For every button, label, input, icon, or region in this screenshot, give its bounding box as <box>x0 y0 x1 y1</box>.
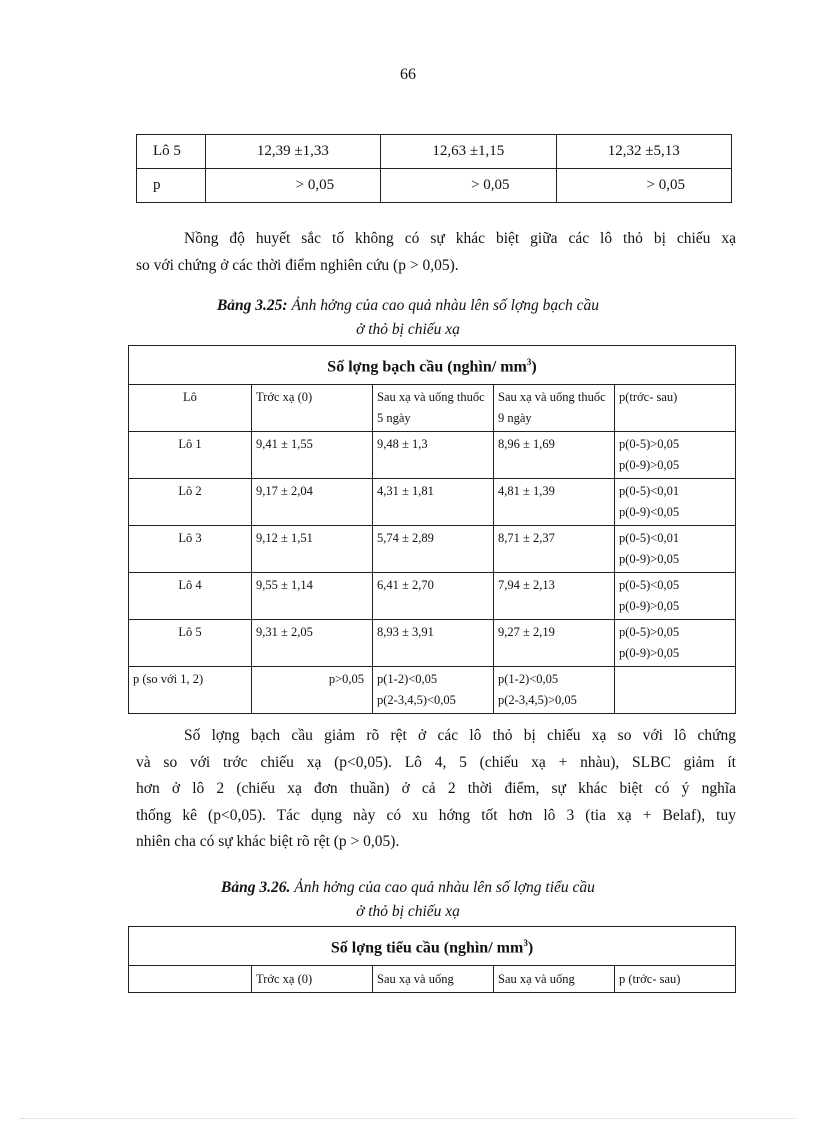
row-label: Lô 4 <box>129 573 252 620</box>
column-header <box>129 966 252 993</box>
row-label: Lô 5 <box>129 620 252 667</box>
p-value-cell: p(0-5)>0,05 p(0-9)>0,05 <box>615 620 736 667</box>
p-value-cell: p(0-5)>0,05 p(0-9)>0,05 <box>615 432 736 479</box>
p-value-cell: p(1-2)<0,05 p(2-3,4,5)<0,05 <box>373 667 494 714</box>
table-row <box>129 432 736 479</box>
table-cell: 9,12 ± 1,51 <box>252 526 373 573</box>
paragraph-line: Nồng độ huyết sắc tố không có sự khác biệt giữa các lô thỏ bị chiếu xạ <box>184 230 736 247</box>
column-header-row <box>129 966 736 993</box>
table-cell: 12,63 ±1,15 <box>381 135 556 169</box>
caption-line: ở thỏ bị chiếu xạ <box>356 321 460 338</box>
paragraph-line: và so với trớc chiếu xạ (p<0,05). Lô 4, 5 (chiếu xạ + nhàu), SLBC giảm ít <box>136 753 736 771</box>
column-header: Lô <box>129 385 252 432</box>
row-label: Lô 2 <box>129 479 252 526</box>
p-value-cell: p(0-5)<0,01 p(0-9)>0,05 <box>615 526 736 573</box>
column-header: Sau xạ và uống thuốc 9 ngày <box>494 385 615 432</box>
table-white-blood-cells <box>128 345 736 714</box>
table-row <box>137 169 732 203</box>
p-value-cell: p(1-2)<0,05 p(2-3,4,5)>0,05 <box>494 667 615 714</box>
paragraph-line: nhiên cha có sự khác biệt rõ rệt (p > 0,05). <box>136 833 400 850</box>
column-header: p(trớc- sau) <box>615 385 736 432</box>
p-value-cell: p(0-5)<0,05 p(0-9)>0,05 <box>615 573 736 620</box>
table-hemoglobin-continued <box>136 134 732 203</box>
row-label: p <box>137 169 206 203</box>
caption-line: ở thỏ bị chiếu xạ <box>356 903 460 920</box>
table-caption-3-26 <box>0 876 816 924</box>
table-cell: 9,41 ± 1,55 <box>252 432 373 479</box>
table-cell: 8,71 ± 2,37 <box>494 526 615 573</box>
paragraph-line: so với chứng ở các thời điểm nghiên cứu (p > 0,05). <box>136 256 459 274</box>
row-label: Lô 3 <box>129 526 252 573</box>
table-cell: 9,31 ± 2,05 <box>252 620 373 667</box>
caption-text: Ảnh hởng của cao quả nhàu lên số lợng bạch cầu <box>291 297 600 314</box>
p-value-cell: p(0-5)<0,01 p(0-9)<0,05 <box>615 479 736 526</box>
table-cell: p>0,05 <box>252 667 373 714</box>
table-cell: 9,17 ± 2,04 <box>252 479 373 526</box>
table-cell: 9,48 ± 1,3 <box>373 432 494 479</box>
page-number: 66 <box>400 66 416 83</box>
table-cell: 8,93 ± 3,91 <box>373 620 494 667</box>
table-cell: 9,27 ± 2,19 <box>494 620 615 667</box>
table-row <box>129 620 736 667</box>
table-title: Số lợng bạch cầu (nghìn/ $mm^3$) <box>129 346 736 385</box>
paragraph-hemoglobin <box>136 226 736 279</box>
column-header: Sau xạ và uống thuốc 5 ngày <box>373 385 494 432</box>
caption-line <box>0 294 816 318</box>
table-cell: 4,31 ± 1,81 <box>373 479 494 526</box>
table-cell: 8,96 ± 1,69 <box>494 432 615 479</box>
table-row <box>137 135 732 169</box>
row-label: Lô 1 <box>129 432 252 479</box>
column-header: Sau xạ và uống <box>494 966 615 993</box>
table-row <box>129 573 736 620</box>
table-row <box>129 479 736 526</box>
table-cell: 7,94 ± 2,13 <box>494 573 615 620</box>
table-platelets <box>128 926 736 993</box>
caption-text: Ảnh hởng của cao quả nhàu lên số lợng tiểu cầu <box>294 879 595 896</box>
caption-label: Bảng 3.25: <box>216 297 288 314</box>
column-header: p (trớc- sau) <box>615 966 736 993</box>
row-label: Lô 5 <box>137 135 206 169</box>
table-cell: 5,74 ± 2,89 <box>373 526 494 573</box>
page-bottom-rule <box>20 1118 796 1119</box>
caption-line <box>0 876 816 900</box>
table-cell: 6,41 ± 2,70 <box>373 573 494 620</box>
table-cell: > 0,05 <box>205 169 380 203</box>
column-header-row <box>129 385 736 432</box>
row-label: p (so với 1, 2) <box>129 667 252 714</box>
table-row <box>129 526 736 573</box>
paragraph-line: hơn ở lô 2 (chiếu xạ đơn thuần) ở cả 2 thời điểm, sự khác biệt có ý nghĩa <box>136 780 736 797</box>
table-cell: 12,32 ±5,13 <box>556 135 731 169</box>
table-cell: 12,39 ±1,33 <box>205 135 380 169</box>
table-row <box>129 667 736 714</box>
table-caption-3-25 <box>0 294 816 342</box>
table-cell: 9,55 ± 1,14 <box>252 573 373 620</box>
caption-label: Bảng 3.26. <box>221 879 291 896</box>
table-header-row <box>129 927 736 966</box>
column-header: Trớc xạ (0) <box>252 385 373 432</box>
paragraph-line: Số lợng bạch cầu giảm rõ rệt ở các lô thỏ bị chiếu xạ so với lô chứng <box>184 727 736 744</box>
column-header: Sau xạ và uống <box>373 966 494 993</box>
table-title: Số lợng tiểu cầu (nghìn/ $mm^3$) <box>129 927 736 966</box>
column-header: Trớc xạ (0) <box>252 966 373 993</box>
paragraph-wbc <box>136 723 736 856</box>
paragraph-line: thống kê (p<0,05). Tác dụng này có xu hớng tốt hơn lô 3 (tia xạ + Belaf), tuy <box>136 806 736 824</box>
table-cell: > 0,05 <box>381 169 556 203</box>
table-cell: > 0,05 <box>556 169 731 203</box>
table-header-row <box>129 346 736 385</box>
table-cell <box>615 667 736 714</box>
table-cell: 4,81 ± 1,39 <box>494 479 615 526</box>
